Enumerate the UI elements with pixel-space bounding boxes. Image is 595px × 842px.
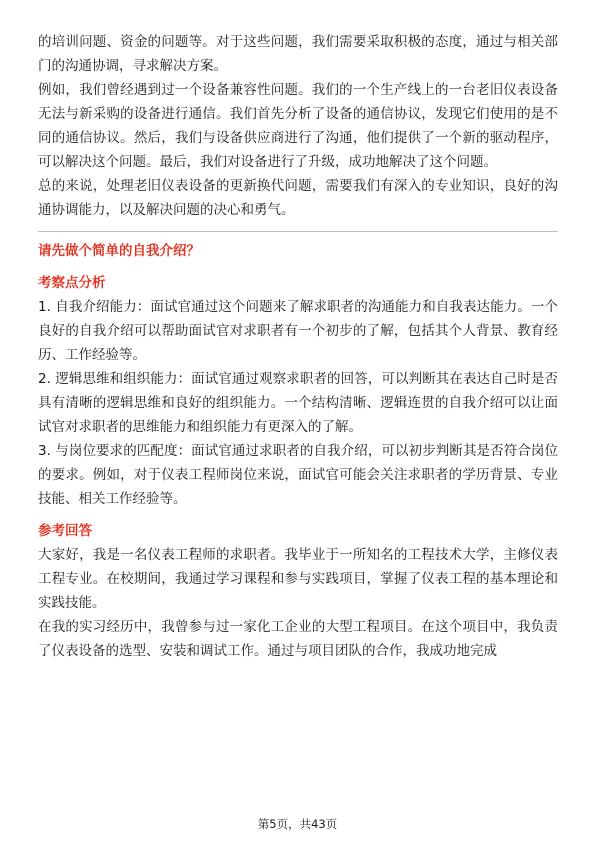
answer-paragraph-1: 大家好，我是一名仪表工程师的求职者。我毕业于一所知名的工程技术大学，主修仪表工程专业。在校期间，我通过学习课程和参与实践项目，掌握了仪表工程的基本理论和实践技能。	[38, 547, 558, 611]
section-divider	[38, 231, 558, 232]
intro-paragraph-2: 例如，我们曾经遇到过一个设备兼容性问题。我们的一个生产线上的一台老旧仪表设备无法与新采购的设备进行通信。我们首先分析了设备的通信协议，发现它们使用的是不同的通信协议。然后，我们与设备供应商进行了沟通，他们提供了一个新的驱动程序，可以解决这个问题。最后，我们对设备进行了升级，成功地解决了这个问题。	[38, 82, 558, 170]
analysis-paragraph-1: 1. 自我介绍能力：面试官通过这个问题来了解求职者的沟通能力和自我表达能力。一个良好的自我介绍可以帮助面试官对求职者有一个初步的了解，包括其个人背景、教育经历、工作经验等。	[38, 299, 558, 363]
document-page	[38, 30, 558, 663]
intro-paragraph-3: 总的来说，处理老旧仪表设备的更新换代问题，需要我们有深入的专业知识，良好的沟通协调能力，以及解决问题的决心和勇气。	[38, 178, 558, 218]
intro-paragraph-1: 的培训问题、资金的问题等。对于这些问题，我们需要采取积极的态度，通过与相关部门的沟通协调，寻求解决方案。	[38, 34, 558, 74]
answer-heading: 参考回答	[38, 523, 92, 539]
analysis-paragraph-3: 3. 与岗位要求的匹配度：面试官通过求职者的自我介绍，可以初步判断其是否符合岗位的要求。例如，对于仪表工程师岗位来说，面试官可能会关注求职者的学历背景、专业技能、相关工作经验等。	[38, 443, 558, 507]
analysis-paragraph-2: 2. 逻辑思维和组织能力：面试官通过观察求职者的回答，可以判断其在表达自己时是否具有清晰的逻辑思维和良好的组织能力。一个结构清晰、逻辑连贯的自我介绍可以让面试官对求职者的思维能力和组织能力有更深入的了解。	[38, 371, 558, 435]
page-number-footer: 第5页，共43页	[257, 817, 338, 831]
analysis-heading: 考察点分析	[38, 275, 106, 291]
answer-paragraph-2: 在我的实习经历中，我曾参与过一家化工企业的大型工程项目。在这个项目中，我负责了仪表设备的选型、安装和调试工作。通过与项目团队的合作，我成功地完成	[38, 619, 558, 659]
question-title: 请先做个简单的自我介绍？	[38, 243, 200, 259]
